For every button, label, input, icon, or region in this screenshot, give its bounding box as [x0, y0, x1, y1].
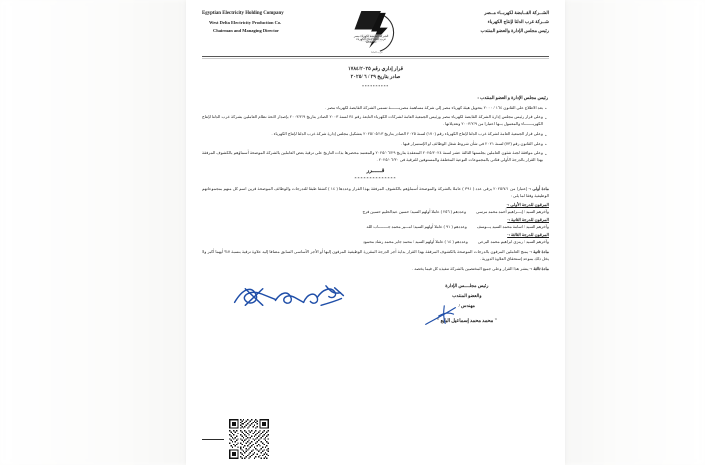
letterhead [202, 9, 549, 54]
grade-title: المرقون للدرجة الثالثة :- [507, 231, 549, 237]
decision-separator: ************** [354, 175, 397, 181]
decision-heading: قــــــرر [366, 168, 385, 174]
letterhead-divider-secondary [202, 58, 549, 59]
preamble-text: بعد الاطلاع على القانون ١٦٤ / ٢٠٠٠ بتحويل هيئة كهرباء مصر إلى شركة مساهمة مصريـــــــة تسمى الشركة القابضة لكهرباء مصر . [325, 104, 543, 110]
svg-text:غرب الدلتا: غرب الدلتا [370, 51, 383, 54]
bullet-icon [543, 141, 549, 147]
logo-caption: WDEPC [365, 40, 377, 45]
article-two-text: يمنح العاملين المرقون بالدرجات الموضحة بالكشوف المرفقة بهذا القرار بداية أجر الدرجة المقررة الوظيفية المرقون إليها أو الأجر الأساسى السابق مضافا إليه علاوة ترقية بنسبة ٧% أيهما أكبر ولا يخل ذلك بموعد إستحقاق العلاوة الدورية . [202, 249, 549, 262]
letterhead-arabic [427, 9, 549, 36]
article-three [202, 265, 549, 272]
preamble-text: وعلى القانون رقم (٧٣) لسنة ٢٠٢١ فى شأن شروط شغل الوظائف او الإستمرار فيها . [401, 140, 543, 146]
document-page [186, 0, 565, 465]
grade-names-row [202, 224, 549, 230]
handwritten-signature [230, 281, 348, 315]
qr-leader-line [202, 439, 224, 440]
signature-title-line-2: والعضو المنتدب [452, 292, 482, 298]
letterhead-arabic-line-2: شــركة غرب الدلتا لإنتاج الكهرباء [487, 18, 549, 24]
letterhead-arabic-line-1: الشــركة القــابضة لكهربــاء مــصر [484, 10, 549, 15]
decision-heading-block [202, 167, 549, 182]
preamble-text: وعلى موافقة لجنة شئون العاملين بجلستها الثالثة عشر لسنة ٢٠٢٥/٢٠٢٤ المنعقدة بتاريخ ٢٠٢٥/٠٦/٢٩ والمعتمد محضرها بذات التاريخ على ترقية بعض العاملين بالشركة الموضحة أسماؤهم بالكشوف المرفقة بهذا القرار بالدرجة الأولى فئاتى بالمجموعات النوعية المختلفة والمستوفين للترقية فى ٢٠٢٥/٠٦/٣٠ . [202, 150, 543, 163]
preamble-list [202, 105, 549, 164]
article-one-label: مادة أولى :- [528, 185, 549, 191]
grade-count-and-first-name: وعددهم ( ٢٥٦ ) عاملا أولهم السيد/ حسين عبدالحليم حسين فرج [362, 208, 467, 214]
grade-title: المرقون للدرجة الثانية :- [507, 216, 549, 222]
grade-last-name: وآخرهم السيد / اسامة محمد السيد يـــوسف [476, 223, 549, 229]
preamble-item [202, 131, 549, 138]
letterhead-english [202, 9, 324, 36]
preamble-text: وعلى قرار رئيس مجلس إدارة الشركة القابضة لكهرباء مصر ورئيس الجمعية العامة لشركات الكهرباء التابعة رقم ٣٤ لسنة ٢٠٠٣ الصادر بتاريخ ٢٠٠٣/٢/٩ بإصدار لائحة نظام العاملين بشركة غرب الدلتا لإنتاج الكهربـــــــاء والمعمول بــها اعتبارا من ٢٠٠٣/٢/٩ وتعديلاتها . [202, 114, 543, 127]
preamble-item [202, 150, 549, 164]
decree-number-line: قرار إداري رقم ١٧٨٤/٢٠٢٥ [347, 66, 404, 72]
grade-count-and-first-name: وعددهم ( ٩١ ) عاملا أولهم السيد/ امـــير محمد جــــــــاب الله [366, 223, 467, 229]
signature-title-line-1: رئيس مجلــــس الإدارة [445, 283, 489, 289]
article-three-text: ينشر هذا القرار وعلى جميع المختصين بالشركة تنفيذه كل فيما يخصه . [412, 265, 529, 271]
bullet-icon [543, 150, 549, 156]
svg-text:الشركة القابضة لكهرباء مصر: الشركة القابضة لكهرباء مصر [353, 33, 388, 38]
logo-container [348, 9, 404, 54]
decree-header [202, 66, 549, 90]
decree-separator: ********** [362, 83, 389, 89]
signature-engineer-label: مهندس / [458, 303, 476, 309]
grade-names-row [202, 239, 549, 245]
svg-text:غرب الدلتا لإنتاج الكهرباء: غرب الدلتا لإنتاج الكهرباء [355, 36, 386, 41]
grade-last-name: وآخرهم السيد / رمزى ابراهيم محمد البرعى [477, 239, 549, 245]
bullet-icon [543, 105, 549, 111]
grade-group [202, 202, 549, 216]
grade-count-and-first-name: وعددهم ( ١٤ ) عاملا أولهم السيد / محمد جابر محمد رشاد محمود [362, 239, 468, 245]
letterhead-english-line-1: Egyptian Electricity Holding Company [202, 11, 284, 16]
bullet-icon [543, 131, 549, 137]
signature-titles [437, 281, 497, 327]
letterhead-english-line-3: Chairman and Managing Director [213, 28, 280, 34]
grade-group [202, 217, 549, 231]
qr-block [202, 419, 269, 459]
west-delta-electricity-logo [351, 10, 401, 54]
grade-last-name: وآخرهم السيد / إبـــراهيم أحمد محمد مرسى [476, 208, 549, 214]
preamble-item [202, 114, 549, 128]
bullet-icon [543, 114, 549, 120]
article-one-text: إعتبارا من ٢٠٢٥/٧/١ يرقى عدد ( ٣٩١ ) عاملا بالشركة والموضحة أسماؤهم بالكشوف المرفقة بهذا القرار وعددها ( ١٤ ) كشفا طبقا للتدرجات والوظائف الموضحة قرين اسم كل منهم بمجموعاتهم الوظيفية وفقا لما يلى : [202, 185, 549, 198]
signatory-name: " محمد محمد إسماعيل البايع " [436, 319, 497, 325]
addressee-line: رئيس مجلس الإدارة و العضو المنتدب : [477, 94, 548, 100]
grade-groups [202, 202, 549, 246]
letterhead-english-line-2: West Delta Electricity Production Co. [209, 19, 282, 25]
backdrop-right-margin [565, 0, 705, 465]
article-three-label: مادة ثالثة :- [529, 265, 549, 271]
grade-names-row [202, 209, 549, 215]
article-one [202, 185, 549, 199]
signature-area [202, 281, 549, 343]
letterhead-arabic-line-3: رئيس مجلس الإدارة والعضو المنتدب [480, 27, 549, 33]
decree-date-line: صادر بتاريخ ٢٩ / ٦ /٢٠٢٥ [350, 75, 401, 81]
article-two [202, 248, 549, 262]
preamble-item [202, 105, 549, 112]
grade-title: المرقون للدرجة الأولى :- [506, 201, 549, 207]
verification-qr-code [229, 419, 269, 459]
article-two-label: مادة ثانية :- [529, 249, 549, 255]
preamble-text: وعلى قرار الجمعية العامة لشركة غرب الدلتا لإنتاج الكهرباء رقم (١٧٠) لسنة ٢٠٢٥ الصادر بتاريخ ٢٠٢٥/٠٥/١٣ بتشكيل مجلس إدارة شركة غرب الدلتا لإنتاج الكهرباء . [271, 130, 543, 136]
backdrop-left-margin [0, 0, 186, 465]
preamble-item [202, 141, 549, 148]
grade-group [202, 232, 549, 246]
